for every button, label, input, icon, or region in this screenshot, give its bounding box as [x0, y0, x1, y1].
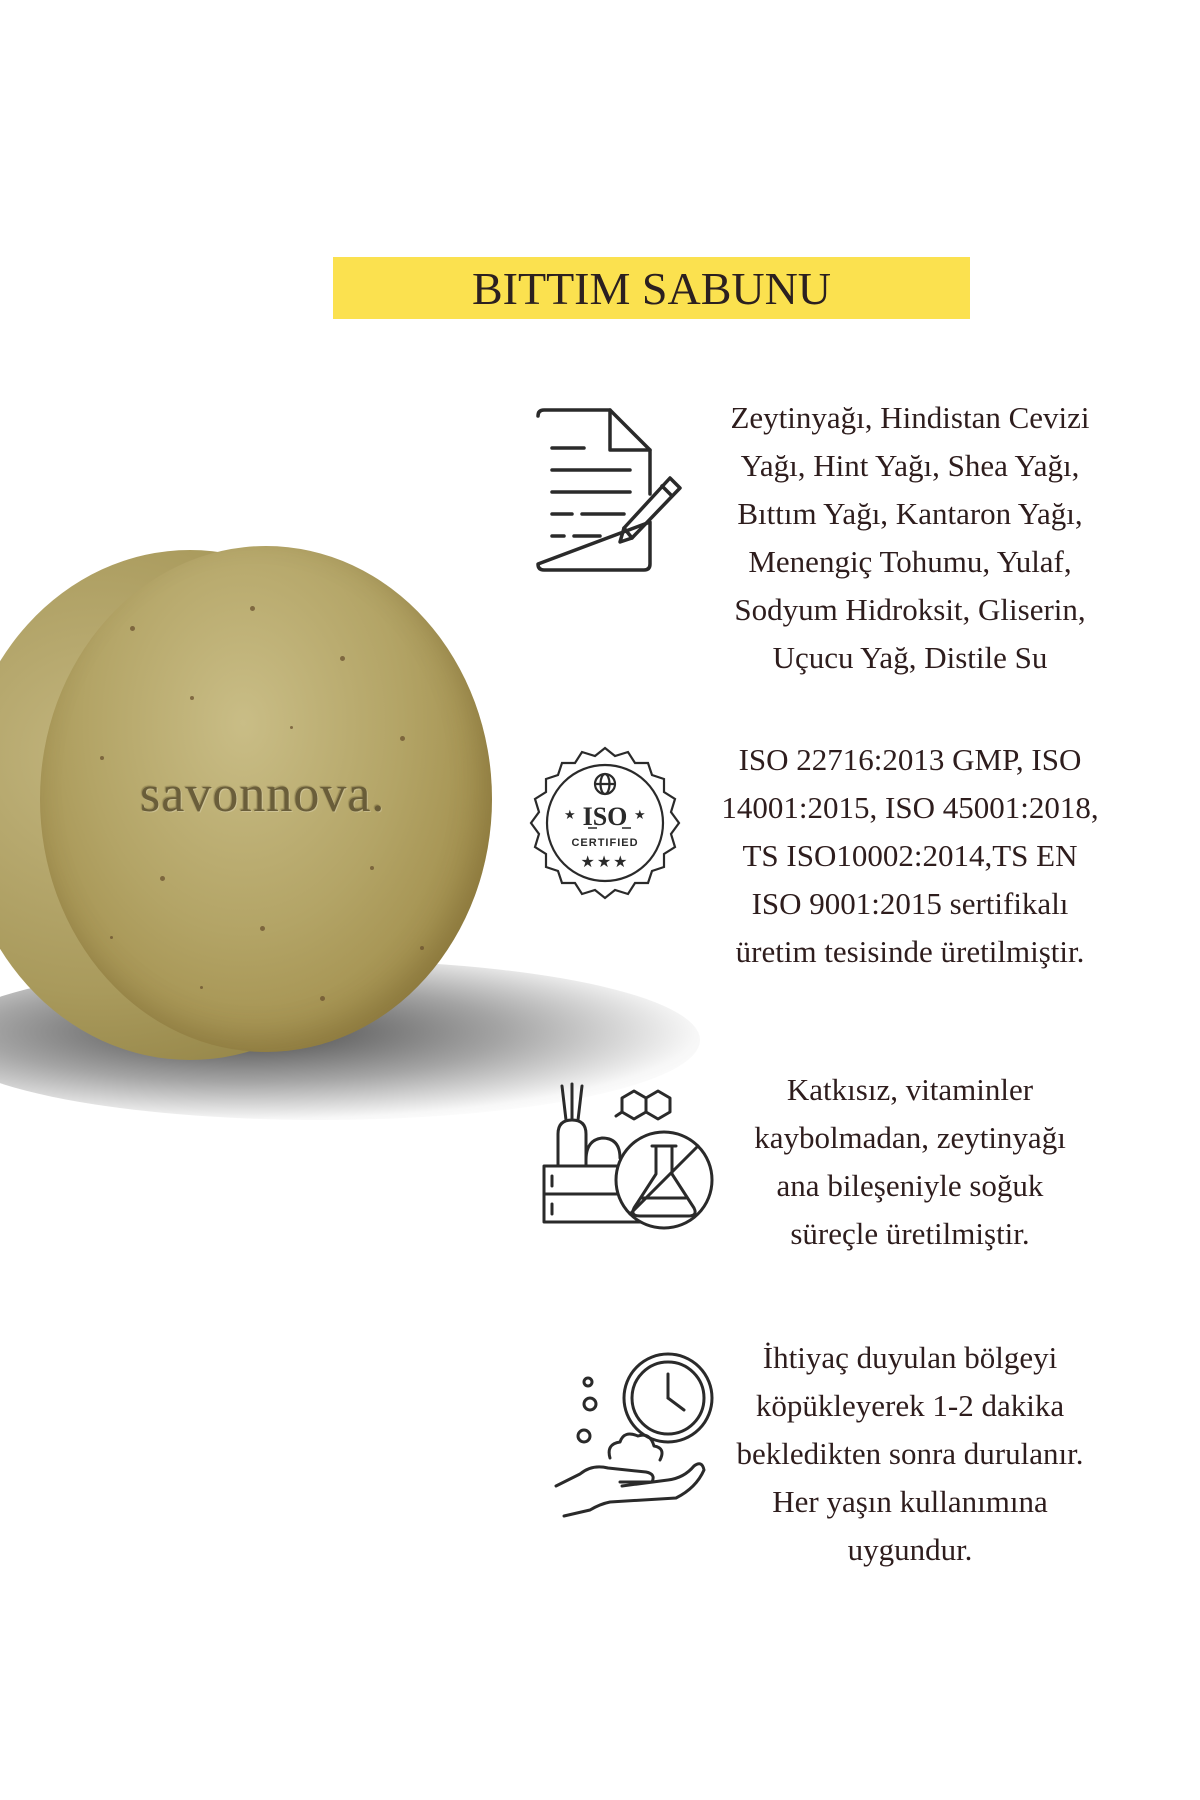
text-line: süreçle üretilmiştir.: [790, 1216, 1030, 1251]
document-pen-icon: [528, 404, 688, 574]
soap-brand-stamp: savonnova.: [140, 766, 386, 823]
text-line: Yağı, Hint Yağı, Shea Yağı,: [740, 448, 1080, 483]
text-line: TS ISO10002:2014,TS EN: [742, 838, 1078, 873]
text-line: İhtiyaç duyulan bölgeyi: [762, 1340, 1058, 1375]
text-line: ISO 9001:2015 sertifikalı: [751, 886, 1069, 921]
badge-iso-label: ISO: [582, 802, 628, 831]
ingredients-text: [690, 394, 1130, 682]
text-line: kaybolmadan, zeytinyağı: [754, 1120, 1066, 1155]
certification-text: [690, 736, 1130, 976]
text-line: Bıttım Yağı, Kantaron Yağı,: [737, 496, 1083, 531]
natural-no-chemicals-icon: [540, 1080, 720, 1245]
text-line: Her yaşın kullanımına: [772, 1484, 1048, 1519]
text-line: ISO 22716:2013 GMP, ISO: [738, 742, 1082, 777]
text-line: bekledikten sonra durulanır.: [736, 1436, 1084, 1471]
text-line: 14001:2015, ISO 45001:2018,: [721, 790, 1099, 825]
badge-certified-label: CERTIFIED: [571, 837, 639, 849]
text-line: Katkısız, vitaminler: [786, 1072, 1034, 1107]
text-line: köpükleyerek 1-2 dakika: [755, 1388, 1065, 1423]
text-line: Zeytinyağı, Hindistan Cevizi: [730, 400, 1090, 435]
natural-text: [720, 1066, 1100, 1258]
text-line: üretim tesisinde üretilmiştir.: [735, 934, 1085, 969]
hand-foam-clock-icon: [550, 1348, 720, 1518]
page-title: BITTIM SABUNU: [471, 262, 832, 314]
iso-certified-badge-icon: ISO ★ ★ CERTIFIED ★★★: [522, 740, 688, 906]
usage-text: [700, 1334, 1120, 1574]
title-banner: [333, 257, 970, 319]
text-line: Uçucu Yağ, Distile Su: [772, 640, 1048, 675]
text-line: uygundur.: [847, 1532, 973, 1567]
text-line: Menengiç Tohumu, Yulaf,: [748, 544, 1072, 579]
text-line: ana bileşeniyle soğuk: [776, 1168, 1044, 1203]
text-line: Sodyum Hidroksit, Gliserin,: [734, 592, 1086, 627]
